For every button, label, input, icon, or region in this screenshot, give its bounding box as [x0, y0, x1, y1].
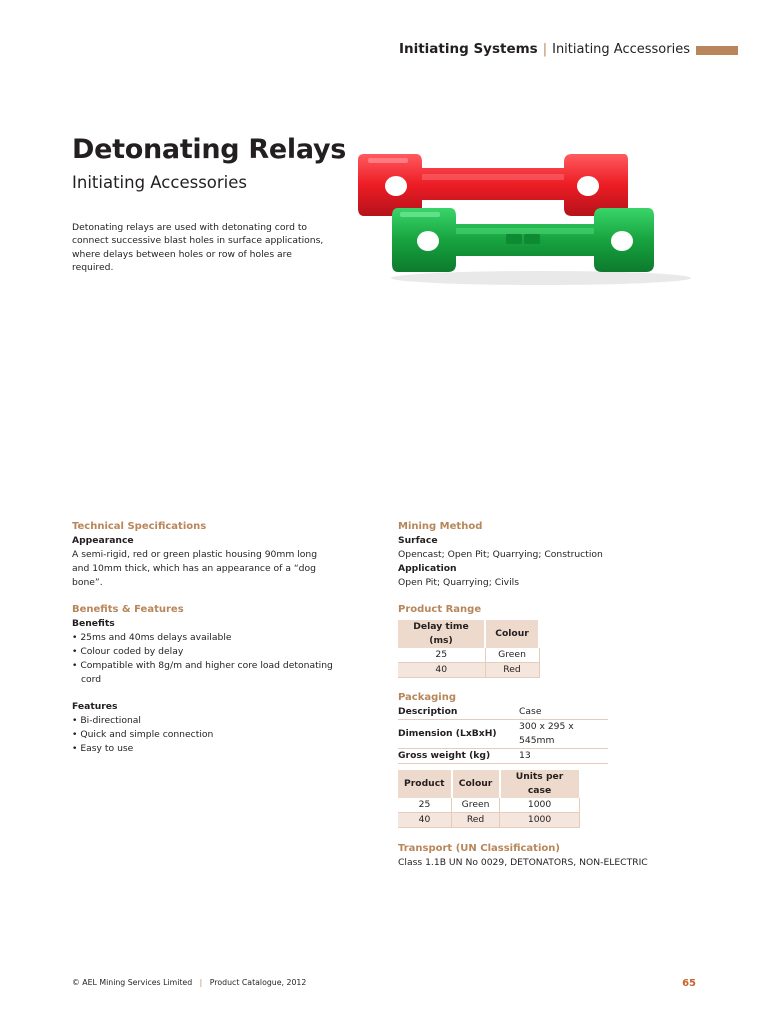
packaging-label: Description [398, 705, 519, 720]
product-range-heading: Product Range [398, 604, 482, 615]
list-item: • Bi-directional [72, 715, 141, 726]
column-header: Colour [452, 770, 500, 798]
table-cell: Red [485, 663, 539, 678]
table-cell: 40 [398, 813, 452, 828]
page-subtitle: Initiating Accessories [72, 173, 247, 192]
table-row [398, 705, 608, 720]
column-header: Product [398, 770, 452, 798]
technical-heading: Technical Specifications [72, 521, 207, 532]
surface-label: Surface [398, 535, 438, 546]
green-relay [392, 208, 654, 272]
table-row [398, 798, 580, 813]
appearance-label: Appearance [72, 535, 134, 546]
header-section: Initiating Systems [398, 41, 538, 57]
detonating-relays-photo [356, 148, 701, 288]
table-cell: 25 [398, 798, 452, 813]
transport-text: Class 1.1B UN No 0029, DETONATORS, NON-ELECTRIC [398, 857, 648, 868]
list-item: • 25ms and 40ms delays available [72, 632, 232, 643]
application-text: Open Pit; Quarrying; Civils [398, 577, 520, 588]
column-header: Delay time (ms) [398, 620, 485, 648]
packaging-details [398, 705, 608, 764]
packaging-heading: Packaging [398, 692, 456, 703]
table-row [398, 749, 608, 764]
header-separator: | [542, 41, 548, 57]
list-item: • Colour coded by delay [72, 646, 184, 657]
table-cell: Green [485, 648, 539, 663]
features-list [72, 714, 337, 756]
table-cell: Green [452, 798, 500, 813]
benefits-label: Benefits [72, 618, 115, 629]
product-range-table [398, 620, 540, 678]
table-cell: 1000 [500, 813, 580, 828]
list-item: • Easy to use [72, 743, 134, 754]
table-cell: 1000 [500, 798, 580, 813]
packaging-label: Gross weight (kg) [398, 749, 519, 764]
surface-text: Opencast; Open Pit; Quarrying; Construction [398, 549, 603, 560]
right-column [398, 520, 698, 870]
list-item: • Quick and simple connection [72, 729, 214, 740]
packaging-label: Dimension (LxBxH) [398, 720, 519, 749]
red-relay [358, 154, 628, 216]
features-label: Features [72, 701, 118, 712]
page-number: 65 [682, 978, 696, 989]
table-cell: 25 [398, 648, 485, 663]
list-item: • Compatible with 8g/m and higher core load detonating cord [72, 660, 333, 685]
column-header: Units per case [500, 770, 580, 798]
page-footer [72, 978, 306, 987]
packaging-table [398, 770, 581, 828]
appearance-text: A semi-rigid, red or green plastic housing 90mm long and 10mm thick, which has an appearance of a “dog bone”. [72, 549, 318, 588]
header-subsection: Initiating Accessories [552, 41, 690, 57]
mining-heading: Mining Method [398, 521, 483, 532]
table-cell: 40 [398, 663, 485, 678]
table-row [398, 813, 580, 828]
packaging-value: Case [519, 705, 608, 720]
packaging-value: 13 [519, 749, 608, 764]
application-label: Application [398, 563, 457, 574]
table-cell: Red [452, 813, 500, 828]
footer-separator: | [199, 978, 203, 987]
packaging-value: 300 x 295 x 545mm [519, 720, 608, 749]
left-column [72, 520, 337, 756]
intro-paragraph: Detonating relays are used with detonating cord to connect successive blast holes in surface applications, where delays between holes or row of holes are required. [72, 222, 324, 273]
page-header [399, 40, 738, 58]
column-header: Colour [485, 620, 539, 648]
table-row [398, 720, 608, 749]
header-accent-bar [696, 46, 738, 55]
transport-heading: Transport (UN Classification) [398, 843, 560, 854]
benefits-heading: Benefits & Features [72, 604, 184, 615]
page-title: Detonating Relays [72, 134, 347, 165]
table-row [398, 663, 539, 678]
footer-company: © AEL Mining Services Limited [72, 978, 193, 987]
footer-catalogue: Product Catalogue, 2012 [209, 978, 307, 987]
table-row [398, 648, 539, 663]
benefits-list [72, 631, 337, 687]
